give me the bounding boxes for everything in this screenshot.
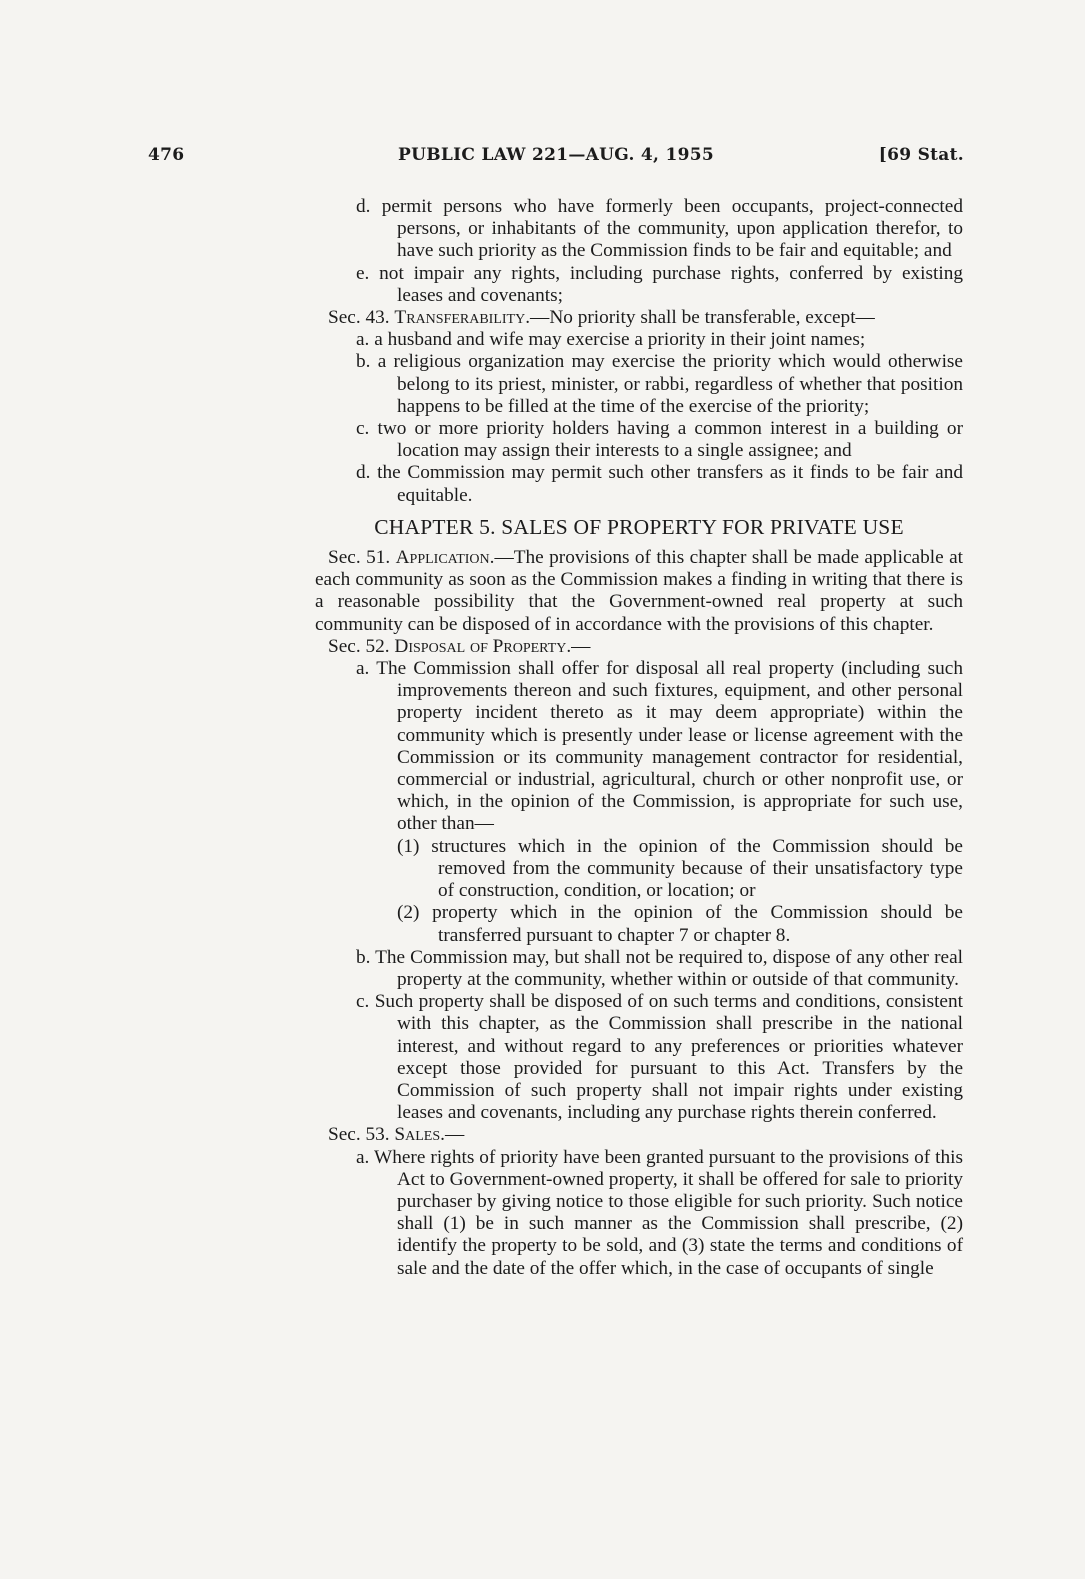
chapter-heading: CHAPTER 5. SALES OF PROPERTY FOR PRIVATE USE <box>374 514 904 539</box>
paragraph-43a: a. a husband and wife may exercise a priority in their joint names; <box>356 329 866 351</box>
section-text: — <box>444 1124 465 1146</box>
section-heading: Disposal of Property. <box>394 635 572 657</box>
paragraph-53a: a. Where rights of priority have been granted pursuant to the provisions of this Act to Government-owned property, it shall be offered for sale to priority purchaser by giving notice to those eligible for such priority. Such notice shall (1) be in such manner as the Commission shall prescribe, (2) identify the property to be sold, and (3) state the terms and conditions of sale and the date of the offer which, in the case of occupants of single <box>356 1146 963 1279</box>
paragraph-52a2: (2) property which in the opinion of the Commission should be transferred pursuant to chapter 7 or chapter 8. <box>397 902 963 946</box>
section-label: Sec. 43. <box>328 307 390 329</box>
section-label: Sec. 53. <box>328 1124 390 1146</box>
section-heading: Transferability. <box>394 307 531 329</box>
paragraph-43d: d. the Commission may permit such other transfers as it finds to be fair and equitable. <box>356 462 963 506</box>
section-text: — <box>571 635 591 657</box>
document-body <box>315 196 963 1280</box>
paragraph-52a: a. The Commission shall offer for disposal all real property (including such improvements thereon and such fixtures, equipment, and other personal property incident thereto as it may deem appropriate) within the community which is presently under lease or license agreement with the Commission or its community management contractor for residential, commercial or industrial, agricultural, church or other nonprofit use, or which, in the opinion of the Commission, is appropriate for such use, other than— <box>356 658 963 835</box>
paragraph-43b: b. a religious organization may exercise the priority which would otherwise belong to its priest, minister, or rabbi, regardless of whether that position happens to be filled at the time of the exercise of the priority; <box>356 351 963 417</box>
section-heading: Sales. <box>394 1124 445 1146</box>
running-header <box>148 145 964 171</box>
section-label: Sec. 52. <box>328 635 390 657</box>
section-53 <box>315 1124 963 1146</box>
paragraph-52b: b. The Commission may, but shall not be required to, dispose of any other real property at the community, whether within or outside of that community. <box>356 946 963 990</box>
section-text: —No priority shall be transferable, except— <box>530 307 875 329</box>
section-heading: Application. <box>395 547 495 569</box>
section-text: —The provisions of this chapter shall be made applicable at each community as soon as the Commission makes a finding in writing that there is a reasonable possibility that the Government-owned real property at such community can be disposed of in accordance with the provisions of this chapter. <box>315 547 963 635</box>
section-51 <box>315 547 963 636</box>
paragraph-52a1: (1) structures which in the opinion of the Commission should be removed from the community because of their unsatisfactory type of construction, condition, or location; or <box>397 835 963 902</box>
paragraph-52c: c. Such property shall be disposed of on such terms and conditions, consistent with this chapter, as the Commission shall prescribe in the national interest, and without regard to any preferences or priorities whatever except those provided for pursuant to this Act. Transfers by the Commission of such property shall not impair rights under existing leases and covenants, including any purchase rights therein conferred. <box>356 991 963 1124</box>
header-title: PUBLIC LAW 221—AUG. 4, 1955 <box>398 145 714 165</box>
page-number: 476 <box>148 145 185 165</box>
paragraph-e-rights: e. not impair any rights, including purchase rights, conferred by existing leases and covenants; <box>356 262 963 306</box>
statute-reference: [69 Stat. <box>878 145 964 165</box>
section-52 <box>315 636 963 658</box>
paragraph-d-priority: d. permit persons who have formerly been occupants, project-connected persons, or inhabitants of the community, upon application therefor, to have such priority as the Commission finds to be fair and equitable; and <box>356 196 963 262</box>
section-label: Sec. 51. <box>328 547 391 569</box>
section-43 <box>315 307 963 329</box>
paragraph-43c: c. two or more priority holders having a common interest in a building or location may assign their interests to a single assignee; and <box>356 418 963 462</box>
